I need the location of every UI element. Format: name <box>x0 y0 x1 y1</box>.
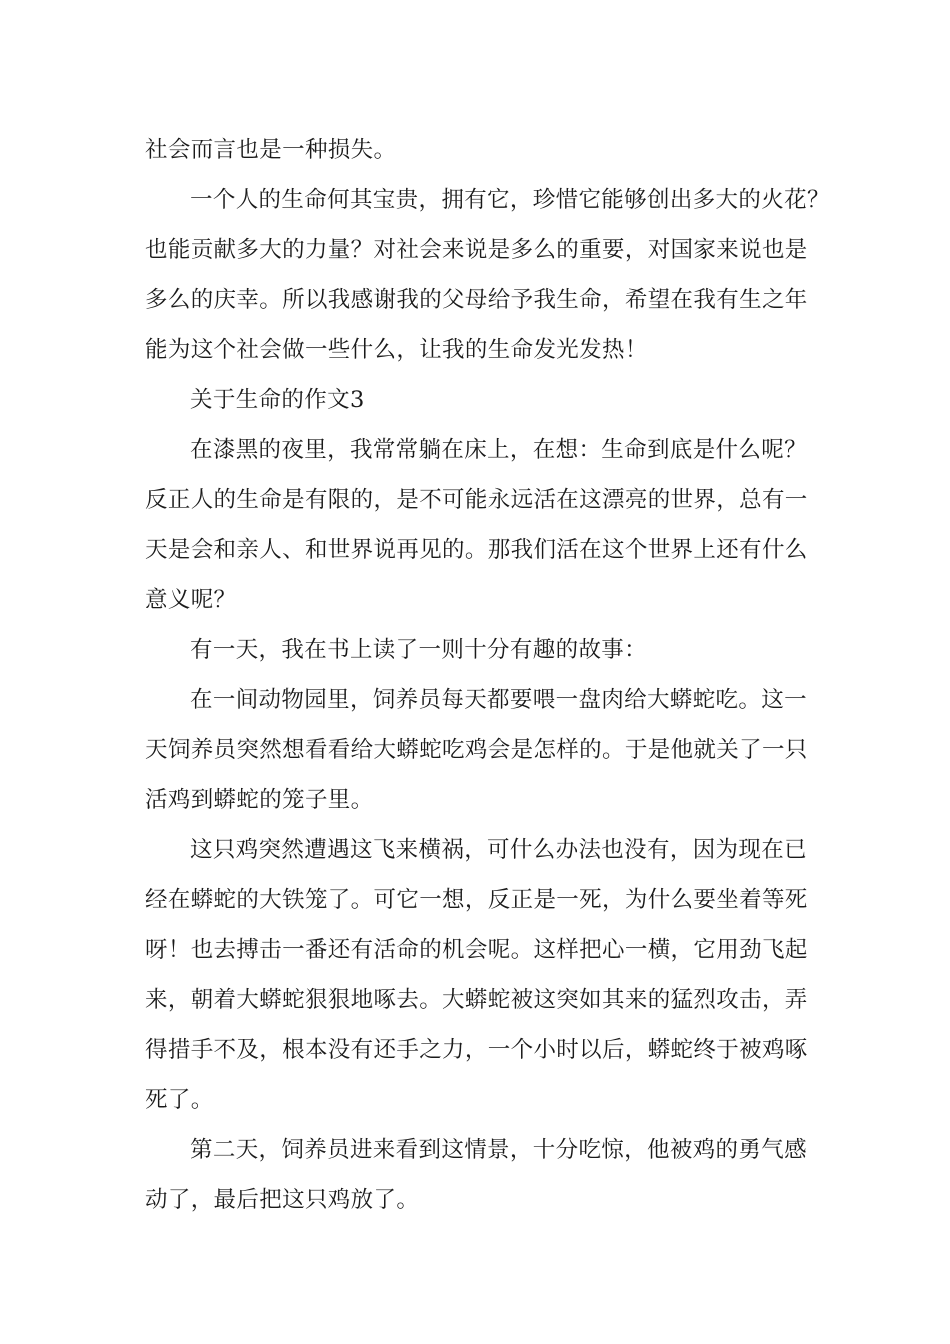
paragraph-line: 也能贡献多大的力量？对社会来说是多么的重要，对国家来说也是 <box>145 237 808 263</box>
paragraph-line: 动了，最后把这只鸡放了。 <box>145 1187 420 1213</box>
paragraph-line: 来，朝着大蟒蛇狠狠地啄去。大蟒蛇被这突如其来的猛烈攻击，弄 <box>145 987 808 1013</box>
paragraph-line: 在漆黑的夜里，我常常躺在床上，在想：生命到底是什么呢？ <box>190 437 807 463</box>
paragraph-line: 经在蟒蛇的大铁笼了。可它一想，反正是一死，为什么要坐着等死 <box>145 887 808 913</box>
paragraph-line: 社会而言也是一种损失。 <box>145 137 397 163</box>
paragraph-line: 死了。 <box>145 1087 214 1113</box>
paragraph-line: 天是会和亲人、和世界说再见的。那我们活在这个世界上还有什么 <box>145 537 808 563</box>
paragraph-line: 这只鸡突然遭遇这飞来横祸，可什么办法也没有，因为现在已 <box>190 837 807 863</box>
paragraph-line: 一个人的生命何其宝贵，拥有它，珍惜它能够创出多大的火花？ <box>190 187 830 213</box>
paragraph-line: 能为这个社会做一些什么，让我的生命发光发热！ <box>145 337 648 363</box>
paragraph-line: 活鸡到蟒蛇的笼子里。 <box>145 787 374 813</box>
paragraph-line: 反正人的生命是有限的，是不可能永远活在这漂亮的世界，总有一 <box>145 487 808 513</box>
paragraph-line: 多么的庆幸。所以我感谢我的父母给予我生命，希望在我有生之年 <box>145 287 808 313</box>
paragraph-line: 天饲养员突然想看看给大蟒蛇吃鸡会是怎样的。于是他就关了一只 <box>145 737 808 763</box>
section-heading: 关于生命的作文3 <box>190 387 365 413</box>
paragraph-line: 第二天，饲养员进来看到这情景，十分吃惊，他被鸡的勇气感 <box>190 1137 807 1163</box>
paragraph-line: 呀！也去搏击一番还有活命的机会呢。这样把心一横，它用劲飞起 <box>145 937 808 963</box>
paragraph-line: 在一间动物园里，饲养员每天都要喂一盘肉给大蟒蛇吃。这一 <box>190 687 807 713</box>
paragraph-line: 有一天，我在书上读了一则十分有趣的故事： <box>190 637 648 663</box>
paragraph-line: 得措手不及，根本没有还手之力，一个小时以后，蟒蛇终于被鸡啄 <box>145 1037 808 1063</box>
paragraph-line: 意义呢？ <box>145 587 237 613</box>
